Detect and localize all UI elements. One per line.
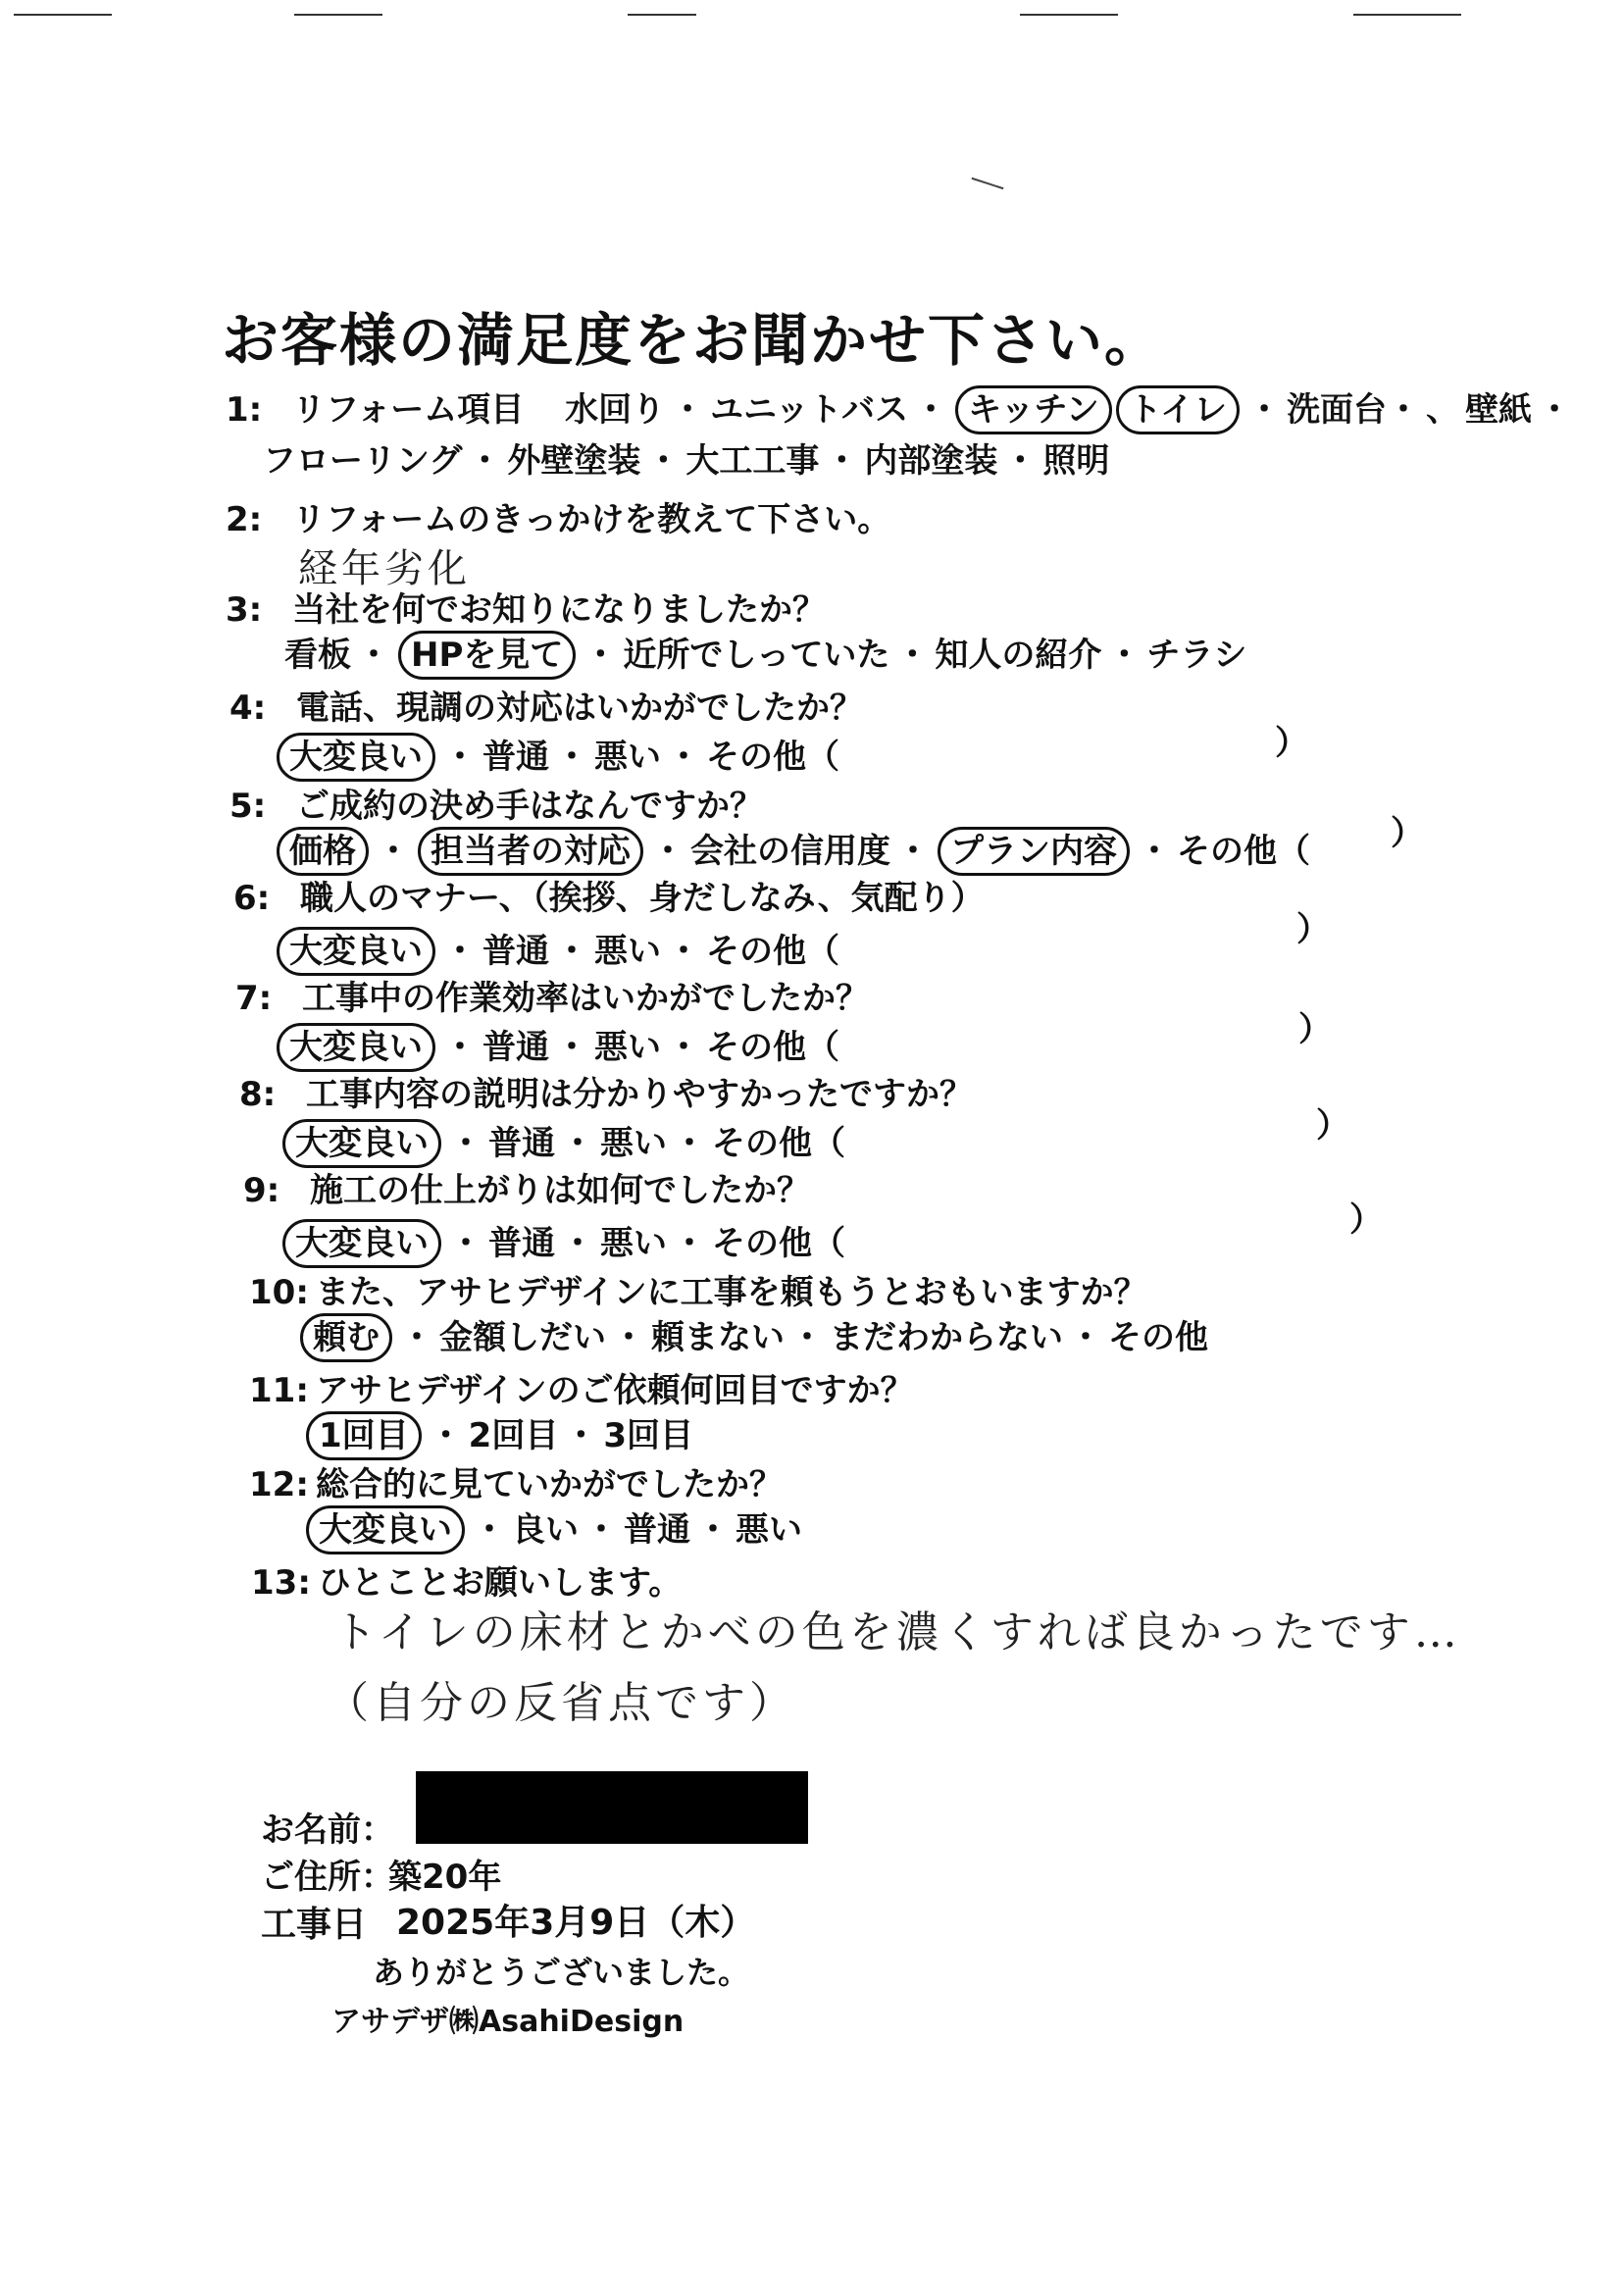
option: 普通 xyxy=(624,1510,690,1550)
options-8: 大変良い ・ 普通 ・ 悪い ・ その他（ xyxy=(280,1116,845,1168)
option: 会社の信用度 xyxy=(690,832,890,871)
close-paren: ） xyxy=(1349,1200,1383,1240)
question-number: 13: xyxy=(251,1563,311,1603)
scan-top-line xyxy=(628,14,696,16)
option: 2回目 xyxy=(468,1416,559,1455)
option-circled: 大変良い xyxy=(282,1219,441,1268)
option-circled: プラン内容 xyxy=(938,827,1130,876)
question-number: 7: xyxy=(235,979,273,1018)
question-number: 3: xyxy=(226,590,263,630)
handwritten-answer: 経年劣化 xyxy=(298,546,471,591)
question-number: 1: xyxy=(226,390,263,430)
redacted-name xyxy=(416,1771,808,1844)
option-circled: HPを見て xyxy=(398,631,576,680)
option: その他（ xyxy=(712,1224,845,1263)
options-9: 大変良い ・ 普通 ・ 悪い ・ その他（ xyxy=(280,1216,845,1268)
option: 壁紙 xyxy=(1465,390,1533,430)
option-circled: 大変良い xyxy=(306,1505,465,1554)
scan-mark xyxy=(972,178,1004,189)
options-10: 頼む ・ 金額しだい ・ 頼まない ・ まだわからない ・ その他 xyxy=(298,1310,1208,1362)
question-text: 施工の仕上がりは如何でしたか？ xyxy=(310,1171,810,1210)
question-text: 工事内容の説明は分かりやすかったですか？ xyxy=(306,1075,973,1114)
question-number: 9: xyxy=(243,1171,280,1210)
name-label: お名前： xyxy=(261,1810,394,1850)
construction-date-value: 2025年3月9日（木） xyxy=(396,1903,756,1943)
scan-top-line xyxy=(14,14,112,16)
option: チラシ xyxy=(1146,636,1247,675)
option: 普通 xyxy=(488,1124,555,1163)
company-name: アサデザ㈱AsahiDesign xyxy=(331,2005,685,2039)
question-text: また、アサヒデザインに工事を頼もうとおもいますか？ xyxy=(316,1273,1147,1312)
question-6 xyxy=(233,871,985,919)
option: 普通 xyxy=(482,1028,549,1067)
option-circled: 担当者の対応 xyxy=(418,827,643,876)
option-circled: 頼む xyxy=(300,1313,392,1362)
option: フローリング xyxy=(263,441,463,481)
close-paren: ） xyxy=(1296,910,1330,949)
option: 良い xyxy=(512,1510,579,1550)
option: 洗面台・ xyxy=(1287,390,1421,430)
question-5 xyxy=(229,779,763,827)
option: 内部塗装 xyxy=(864,441,998,481)
option-circled: 大変良い xyxy=(277,733,435,782)
question-3 xyxy=(226,583,826,631)
option: 頼まない xyxy=(651,1318,785,1357)
question-10 xyxy=(249,1265,1147,1313)
option: 大工工事 xyxy=(685,441,820,481)
construction-date-label: 工事日 xyxy=(261,1905,368,1945)
options-3: 看板 ・ HPを見て ・ 近所でしっていた ・ 知人の紹介 ・ チラシ xyxy=(284,628,1246,680)
options-12: 大変良い ・ 良い ・ 普通 ・ 悪い xyxy=(304,1503,802,1554)
thanks-text: ありがとうございました。 xyxy=(373,1954,750,1991)
option: 水回り xyxy=(565,390,666,430)
question-8 xyxy=(239,1067,973,1115)
question-2 xyxy=(226,492,890,540)
option: 照明 xyxy=(1042,441,1110,481)
options-7: 大変良い ・ 普通 ・ 悪い ・ その他（ xyxy=(275,1020,839,1072)
option: 普通 xyxy=(482,738,549,777)
question-1-line2: フローリング ・ 外壁塗装 ・ 大工工事 ・ 内部塗装 ・ 照明 xyxy=(263,441,1110,481)
address-value: 築20年 xyxy=(388,1858,502,1897)
option: ユニットバス xyxy=(710,390,909,430)
question-text: 総合的に見ていかがでしたか？ xyxy=(316,1465,783,1504)
question-number: 4: xyxy=(229,688,267,728)
question-text: 当社を何でお知りになりましたか？ xyxy=(292,590,826,630)
question-9 xyxy=(243,1163,810,1211)
scan-top-line xyxy=(294,14,382,16)
question-number: 5: xyxy=(229,787,267,826)
option: 普通 xyxy=(482,932,549,971)
option: 知人の紹介 xyxy=(935,636,1102,675)
close-paren: ） xyxy=(1391,814,1424,853)
question-text: アサヒデザインのご依頼何回目ですか？ xyxy=(316,1371,914,1410)
question-4 xyxy=(229,681,863,729)
question-text: 職人のマナー、（挨拶、身だしなみ、気配り） xyxy=(300,879,985,918)
survey-title: お客様の満足度をお聞かせ下さい。 xyxy=(222,307,1164,374)
close-paren: ） xyxy=(1275,724,1308,763)
scan-top-line xyxy=(1020,14,1118,16)
options-6: 大変良い ・ 普通 ・ 悪い ・ その他（ xyxy=(275,924,839,976)
question-number: 10: xyxy=(249,1273,309,1312)
option: 3回目 xyxy=(603,1416,694,1455)
option: 外壁塗装 xyxy=(507,441,641,481)
option: 悪い xyxy=(594,932,661,971)
option: 悪い xyxy=(736,1510,802,1550)
question-text: 電話、現調の対応はいかがでしたか？ xyxy=(296,688,863,728)
address-label: ご住所： xyxy=(261,1858,394,1897)
option-circled: キッチン xyxy=(955,385,1112,434)
question-1: 1: リフォーム項目 水回り ・ ユニットバス ・ キッチン トイレ ・ 洗面台・ 、 壁紙 ・ xyxy=(226,382,1577,434)
option: まだわからない xyxy=(830,1318,1063,1357)
question-number: 12: xyxy=(249,1465,309,1504)
options-11: 1回目 ・ 2回目 ・ 3回目 xyxy=(304,1408,693,1460)
option: 悪い xyxy=(594,1028,661,1067)
option: 悪い xyxy=(600,1124,667,1163)
option: その他（ xyxy=(712,1124,845,1163)
option: その他（ xyxy=(1177,832,1310,871)
handwritten-comment-line1: トイレの床材とかべの色を濃くすれば良かったです… xyxy=(333,1607,1461,1657)
option-circled: 大変良い xyxy=(277,927,435,976)
question-11 xyxy=(249,1363,914,1411)
option: 看板 xyxy=(284,636,351,675)
question-12 xyxy=(249,1457,783,1505)
question-7 xyxy=(235,971,869,1019)
option-circled: 大変良い xyxy=(277,1023,435,1072)
option: 普通 xyxy=(488,1224,555,1263)
question-number: 2: xyxy=(226,500,263,539)
option: その他（ xyxy=(706,932,839,971)
option-circled: トイレ xyxy=(1116,385,1240,434)
option: 悪い xyxy=(594,738,661,777)
close-paren: ） xyxy=(1298,1010,1332,1049)
option: その他 xyxy=(1108,1318,1208,1357)
question-text: リフォームのきっかけを教えて下さい。 xyxy=(292,500,891,539)
question-text: ご成約の決め手はなんですか？ xyxy=(296,787,763,826)
option-circled: 価格 xyxy=(277,827,369,876)
option-circled: 大変良い xyxy=(282,1119,441,1168)
options-4: 大変良い ・ 普通 ・ 悪い ・ その他（ xyxy=(275,730,839,782)
question-text: 工事中の作業効率はいかがでしたか？ xyxy=(302,979,869,1018)
option: 近所でしっていた xyxy=(623,636,890,675)
scan-top-line xyxy=(1353,14,1461,16)
option-circled: 1回目 xyxy=(306,1411,422,1460)
option: その他（ xyxy=(706,1028,839,1067)
option: 悪い xyxy=(600,1224,667,1263)
option: その他（ xyxy=(706,738,839,777)
question-number: 6: xyxy=(233,879,271,918)
question-number: 11: xyxy=(249,1371,309,1410)
option: 金額しだい xyxy=(439,1318,606,1357)
question-label: リフォーム項目 xyxy=(292,390,525,430)
options-5: 価格 ・ 担当者の対応 ・ 会社の信用度 ・ プラン内容 ・ その他（ xyxy=(275,824,1310,876)
close-paren: ） xyxy=(1316,1106,1349,1146)
handwritten-comment-line2: （自分の反省点です） xyxy=(326,1678,796,1728)
question-text: ひとことお願いします。 xyxy=(318,1563,683,1603)
question-number: 8: xyxy=(239,1075,277,1114)
